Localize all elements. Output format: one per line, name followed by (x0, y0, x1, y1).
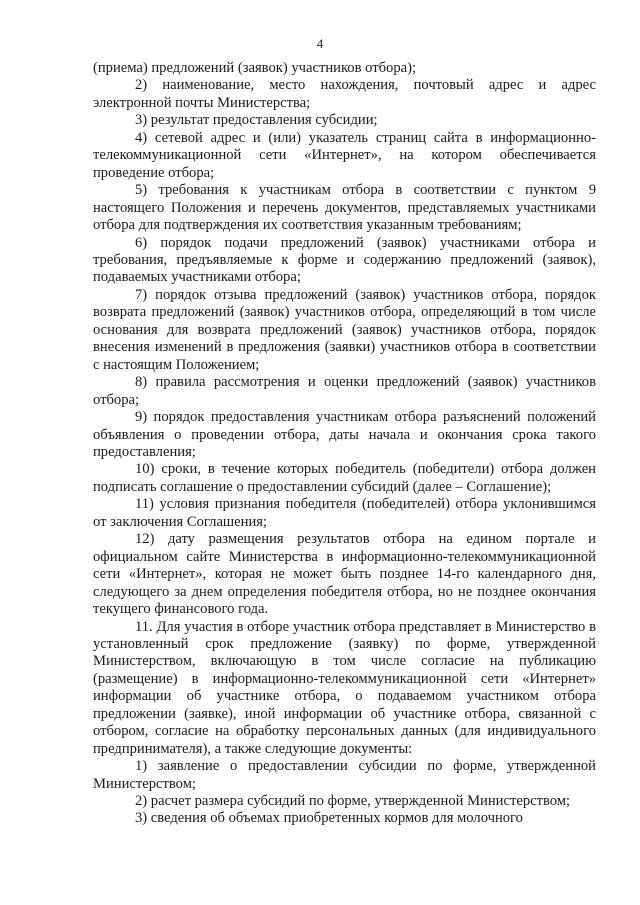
paragraph-0: (приема) предложений (заявок) участников отбора); (93, 60, 417, 76)
paragraph-9: 10) сроки, в течение которых победитель (победители) отбора должен подписать соглашение о предоставлении субсидий (далее – Соглашение); (93, 461, 596, 495)
paragraph-6: 7) порядок отзыва предложений (заявок) участников отбора, порядок возврата предложений (заявок) участников отбора, определяющий в том числе основания для возврата предложений (заявок) участников отбора, порядок внесения изменений в предложения (заявки) участников отбора в соответствии с настоящим Положением; (93, 286, 596, 373)
paragraph-3: 4) сетевой адрес и (или) указатель страниц сайта в информационно-телекоммуникационной сети «Интернет», на котором обеспечивается проведение отбора; (93, 129, 596, 181)
paragraph-1: 2) наименование, место нахождения, почтовый адрес и адрес электронной почты Министерства; (93, 77, 596, 111)
paragraph-15: 3) сведения об объемах приобретенных кормов для молочного (135, 810, 523, 827)
paragraph-5: 6) порядок подачи предложений (заявок) участниками отбора и требования, предъявляемые к форме и содержанию предложений (заявок), подаваемых участниками отбора; (93, 234, 596, 286)
paragraph-11: 12) дату размещения результатов отбора на едином портале и официальном сайте Министерства в информационно-телекоммуникационной сети «Интернет», которая не может быть позднее 14-го календарного дня, следующего за днем определения победителя отбора, но не позднее окончания текущего финансового года. (93, 531, 596, 618)
paragraph-7: 8) правила рассмотрения и оценки предложений (заявок) участников отбора; (93, 374, 596, 408)
document-body (93, 60, 596, 828)
paragraph-14: 2) расчет размера субсидий по форме, утвержденной Министерством; (135, 793, 571, 810)
paragraph-8: 9) порядок предоставления участникам отбора разъяснений положений объявления о проведении отбора, даты начала и окончания срока такого предоставления; (93, 409, 596, 460)
page-number: 4 (316, 36, 324, 51)
paragraph-12: 11. Для участия в отборе участник отбора представляет в Министерство в установленный срок предложение (заявку) по форме, утвержденной Министерством, включающую в том числе согласие на публикацию (размещение) в информационно-телекоммуникационной сети «Интернет» информации об участнике отбора, о подаваемом участником отбора предложении (заявке), иной информации об участнике отбора, связанной с отбором, согласие на обработку персональных данных (для индивидуального предпринимателя), а также следующие документы: (93, 618, 596, 757)
paragraph-4: 5) требования к участникам отбора в соответствии с пунктом 9 настоящего Положения и перечень документов, представляемых участниками отбора для подтверждения их соответствия указанным требованиям; (93, 182, 596, 234)
paragraph-2: 3) результат предоставления субсидии; (135, 112, 378, 129)
paragraph-10: 11) условия признания победителя (победителей) отбора уклонившимся от заключения Соглашения; (93, 496, 596, 530)
paragraph-13: 1) заявление о предоставлении субсидии по форме, утвержденной Министерством; (93, 758, 596, 792)
